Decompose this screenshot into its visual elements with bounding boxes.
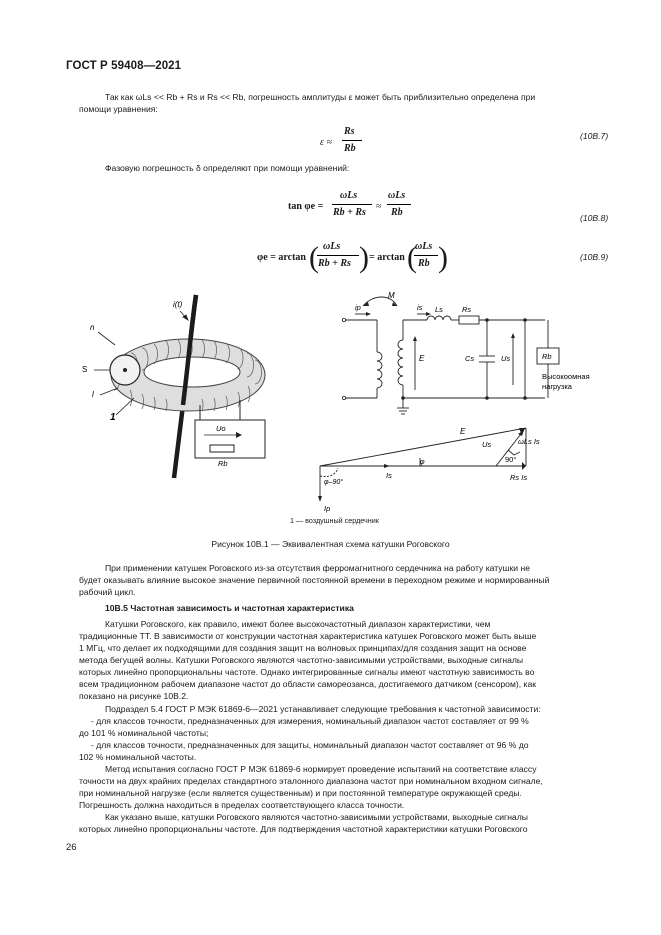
eq9-num2: ωLs bbox=[415, 241, 433, 252]
eq8-num1: ωLs bbox=[340, 190, 358, 201]
eq8-num2: ωLs bbox=[388, 190, 406, 201]
phasor-label-E: E bbox=[460, 427, 466, 436]
eq7-number: (10В.7) bbox=[580, 131, 609, 141]
label-S: S bbox=[82, 365, 88, 374]
eq9-den1: Rb + Rs bbox=[318, 258, 351, 269]
eq8-bar1 bbox=[332, 204, 372, 205]
label-1: 1 bbox=[110, 412, 116, 423]
figure-caption: Рисунок 10В.1 — Эквивалентная схема катушки Роговского bbox=[211, 539, 450, 549]
phasor-diagram bbox=[310, 420, 560, 515]
load-label-1: Высокоомная bbox=[542, 372, 590, 381]
label-E: E bbox=[419, 354, 425, 363]
eq9-number: (10В.9) bbox=[580, 252, 609, 262]
para-last-1: Как указано выше, катушки Роговского являются частотно-зависимыми устройствами, выходные сигналы bbox=[105, 812, 528, 822]
phasor-label-phi: φ bbox=[420, 459, 425, 466]
para-req-3: до 101 % номинальной частоты; bbox=[79, 728, 209, 738]
para-req-1: Подраздел 5.4 ГОСТ Р МЭК 61869-6—2021 устанавливает следующие требования к частотной зависимости: bbox=[105, 704, 541, 714]
phasor-label-Us: Us bbox=[482, 440, 492, 449]
intro-line-2: помощи уравнения: bbox=[79, 104, 158, 114]
label-Us: Us bbox=[501, 354, 511, 363]
para-method-2: точности на двух крайних пределах стандартного эталонного диапазона частот при номинальном входном сигнале, bbox=[79, 776, 543, 786]
label-Rb-toroid: Rb bbox=[218, 459, 228, 468]
para-freq-3: 1 МГц, что делает их подходящими для создания защит на волновых принципах/для создания защит на основе bbox=[79, 643, 527, 653]
label-Rb: Rb bbox=[542, 352, 552, 361]
eq7-numerator: Rs bbox=[344, 126, 355, 137]
page-number: 26 bbox=[66, 842, 77, 853]
para-req-2: - для классов точности, предназначенных для измерения, номинальный диапазон частот составляет от 99 % bbox=[91, 716, 529, 726]
label-Uo: Uo bbox=[216, 424, 226, 433]
eq9-paren-open-2: ( bbox=[407, 241, 417, 274]
equation-10b9 bbox=[257, 240, 457, 278]
para-freq-4: метода бегущей волны. Катушки Роговского являются частотно-зависимыми устройствами, выходные сигналы bbox=[79, 655, 524, 665]
para-core-1: При применении катушек Роговского из-за отсутствия ферромагнитного сердечника на работу катушки не bbox=[105, 563, 530, 573]
para-freq-6: всем традиционном рабочем диапазоне частот до области самореозанса, достигаемого датчиком (сенсором), как bbox=[79, 679, 536, 689]
eq7-denominator: Rb bbox=[344, 143, 356, 154]
label-n: n bbox=[90, 323, 95, 332]
label-i-t: i(t) bbox=[173, 300, 183, 309]
figure-note: 1 — воздушный сердечник bbox=[290, 516, 379, 525]
eq9-den2: Rb bbox=[418, 258, 430, 269]
para-method-4: Погрешность должна находиться в пределах соответствующего класса точности. bbox=[79, 800, 405, 810]
eq8-approx: ≈ bbox=[376, 201, 382, 212]
label-Cs: Cs bbox=[465, 354, 475, 363]
rogowski-coil-figure bbox=[70, 290, 300, 480]
eq7-lhs: ε ≈ bbox=[320, 137, 332, 148]
eq8-den2: Rb bbox=[391, 207, 403, 218]
para-freq-7: показано на рисунке 10В.2. bbox=[79, 691, 189, 701]
phasor-label-90deg: 90° bbox=[505, 455, 517, 464]
para-method-1: Метод испытания согласно ГОСТ Р МЭК 61869-6 нормирует проведение испытаний на соответствие классу bbox=[105, 764, 537, 774]
equivalent-circuit bbox=[335, 290, 625, 420]
equation-10b8 bbox=[288, 190, 418, 226]
label-ip: ip bbox=[355, 303, 361, 312]
phasor-label-RsIs: Rs Is bbox=[510, 473, 528, 482]
circuit-wires bbox=[345, 297, 559, 414]
phase-error-text: Фазовую погрешность δ определяют при помощи уравнений: bbox=[105, 163, 350, 173]
para-req-4: - для классов точности, предназначенных для защиты, номинальный диапазон частот составляет от 96 % до bbox=[91, 740, 529, 750]
eq9-lhs: φe = arctan bbox=[257, 252, 306, 263]
phasor-label-Ip: Ip bbox=[324, 504, 331, 513]
phasor-label-wLsIs: ωLs Is bbox=[518, 437, 540, 446]
eq9-paren-close-2: ) bbox=[438, 241, 448, 274]
eq7-fraction-bar bbox=[342, 140, 362, 141]
para-freq-2: традиционные ТТ. В зависимости от конструкции частотная характеристика катушек Роговского может быть выше bbox=[79, 631, 537, 641]
eq9-mid: = arctan bbox=[369, 252, 405, 263]
terminals bbox=[342, 318, 345, 399]
para-freq-5: которых линейно пропорциональны частоте. Однако интегрированные сигналы имеют частотную зависимость во bbox=[79, 667, 535, 677]
para-last-2: которых линейно пропорциональны частоте. Для подтверждения частотной характеристики катушки Роговского bbox=[79, 824, 528, 834]
load-label-2: нагрузка bbox=[542, 382, 572, 391]
label-M: M bbox=[388, 291, 395, 300]
para-core-2: будет оказывать влияние высокое значение первичной постоянной времени в переходном режиме и нормированный bbox=[79, 575, 550, 585]
eq9-paren-close-1: ) bbox=[359, 241, 369, 274]
label-Rs: Rs bbox=[462, 305, 472, 314]
eq8-lhs: tan φe = bbox=[288, 201, 324, 212]
section-heading: 10В.5 Частотная зависимость и частотная характеристика bbox=[105, 603, 354, 613]
para-method-3: при номинальной нагрузке (если является существенным) и при постоянной температуре окружающей среды. bbox=[79, 788, 522, 798]
para-core-3: рабочий цикл. bbox=[79, 587, 136, 597]
eq8-bar2 bbox=[387, 204, 411, 205]
label-is: is bbox=[417, 303, 423, 312]
eq8-den1: Rb + Rs bbox=[333, 207, 366, 218]
phasor-label-phi90: φ–90° bbox=[324, 479, 344, 486]
label-l: l bbox=[92, 390, 94, 399]
phasor-label-Is: Is bbox=[386, 471, 392, 480]
document-header: ГОСТ Р 59408—2021 bbox=[66, 60, 182, 72]
para-freq-1: Катушки Роговского, как правило, имеют более высокочастотный диапазон характеристики, чем bbox=[105, 619, 491, 629]
eq9-bar1 bbox=[317, 255, 359, 256]
eq8-number: (10В.8) bbox=[580, 213, 609, 223]
eq9-num1: ωLs bbox=[323, 241, 341, 252]
coil-cross-section bbox=[110, 355, 140, 385]
eq9-bar2 bbox=[414, 255, 438, 256]
eq9-paren-open-1: ( bbox=[309, 241, 319, 274]
intro-line-1: Так как ωLs << Rb + Rs и Rs << Rb, погрешность амплитуды ε может быть приблизительно определена при bbox=[105, 92, 536, 102]
para-req-5: 102 % номинальной частоты. bbox=[79, 752, 197, 762]
label-Ls: Ls bbox=[435, 305, 443, 314]
equation-10b7 bbox=[320, 126, 400, 162]
